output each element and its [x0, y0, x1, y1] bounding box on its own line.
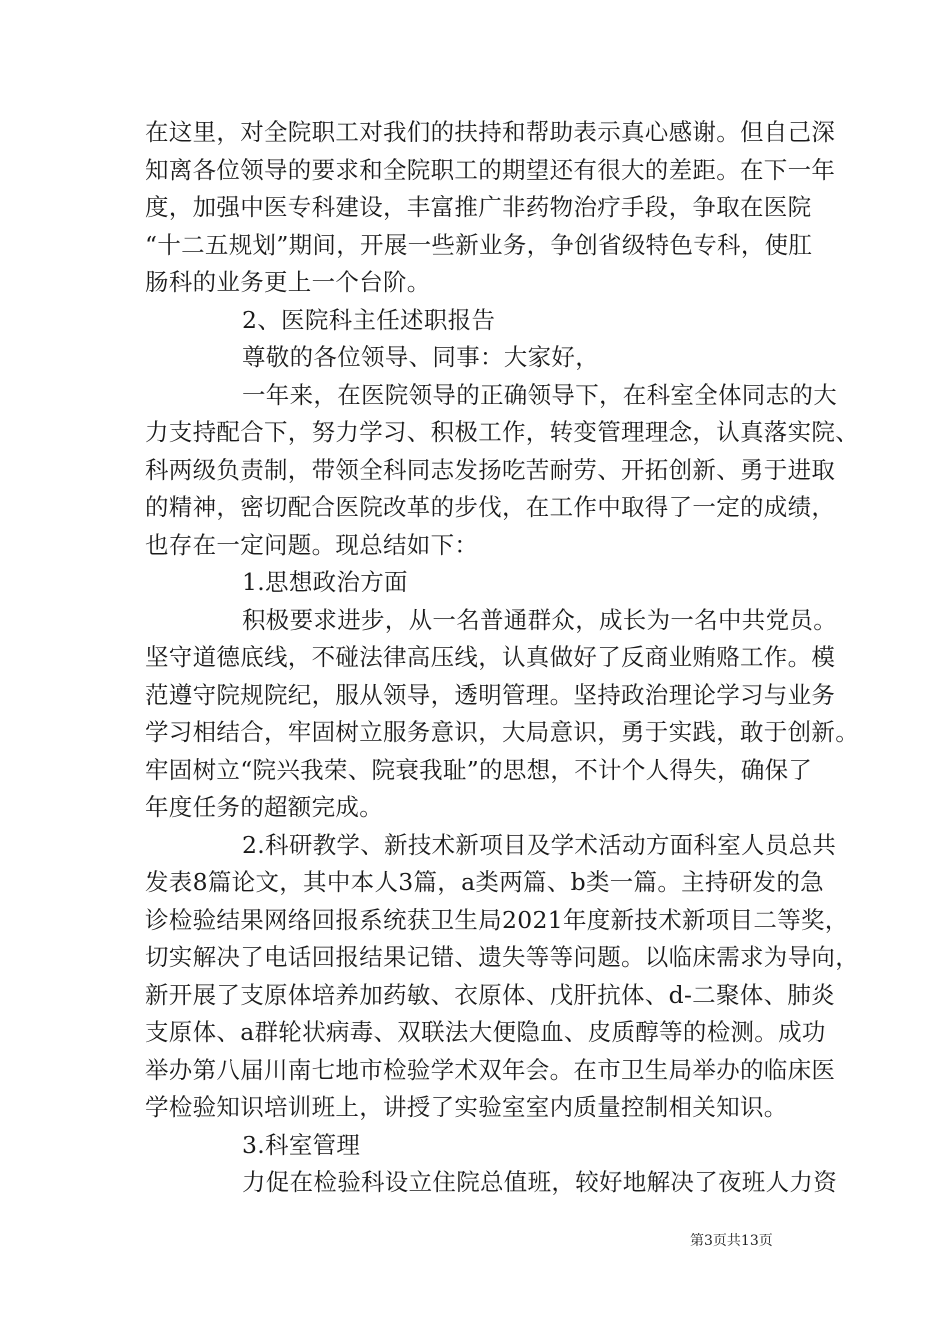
subsection-heading: 1.思想政治方面 — [242, 568, 408, 596]
subsection-heading: 2.科研教学、新技术新项目及学术活动方面科室人员总共 — [242, 830, 837, 859]
paragraph-line: 力支持配合下，努力学习、积极工作，转变管理理念，认真落实院、 — [145, 418, 859, 446]
paragraph-line: 学检验知识培训班上，讲授了实验室室内质量控制相关知识。 — [145, 1093, 788, 1121]
paragraph-line: 在这里，对全院职工对我们的扶持和帮助表示真心感谢。但自己深 — [145, 118, 836, 146]
body-text — [145, 114, 859, 1202]
paragraph-line: 牢固树立“院兴我荣、院衰我耻”的思想，不计个人得失，确保了 — [145, 755, 813, 784]
paragraph-line: 坚守道德底线，不碰法律高压线，认真做好了反商业贿赂工作。模 — [145, 643, 836, 671]
salutation: 尊敬的各位领导、同事：大家好， — [242, 343, 599, 371]
paragraph-line: 科两级负责制，带领全科同志发扬吃苦耐劳、开拓创新、勇于进取 — [145, 455, 836, 484]
paragraph-line: 的精神，密切配合医院改革的步伐，在工作中取得了一定的成绩， — [145, 493, 836, 521]
paragraph-line: 一年来，在医院领导的正确领导下，在科室全体同志的大 — [242, 380, 837, 409]
paragraph-line: 举办第八届川南七地市检验学术双年会。在市卫生局举办的临床医 — [145, 1055, 836, 1084]
paragraph-line: 新开展了支原体培养加药敏、衣原体、戊肝抗体、d-二聚体、肺炎 — [145, 980, 835, 1009]
paragraph-line: 力促在检验科设立住院总值班，较好地解决了夜班人力资 — [242, 1168, 837, 1196]
page-number-footer: 第3页共13页 — [690, 1233, 773, 1249]
paragraph-line: 发表8篇论文，其中本人3篇，a类两篇、b类一篇。主持研发的急 — [145, 868, 824, 896]
section-heading: 2、医院科主任述职报告 — [242, 305, 496, 334]
paragraph-line: 肠科的业务更上一个台阶。 — [145, 268, 431, 296]
paragraph-line: 诊检验结果网络回报系统获卫生局2021年度新技术新项目二等奖， — [145, 905, 849, 934]
paragraph-line: 支原体、a群轮状病毒、双联法大便隐血、皮质醇等的检测。成功 — [145, 1018, 826, 1046]
paragraph-line: 学习相结合，牢固树立服务意识，大局意识，勇于实践，敢于创新。 — [145, 718, 859, 746]
paragraph-line: 度，加强中医专科建设，丰富推广非药物治疗手段，争取在医院 — [145, 193, 812, 221]
paragraph-line: 切实解决了电话回报结果记错、遗失等等问题。以临床需求为导向， — [145, 943, 859, 971]
paragraph-line: 范遵守院规院纪，服从领导，透明管理。坚持政治理论学习与业务 — [145, 680, 836, 709]
paragraph-line: 也存在一定问题。现总结如下： — [145, 530, 479, 559]
paragraph-line: “十二五规划”期间，开展一些新业务，争创省级特色专科，使肛 — [145, 230, 813, 259]
paragraph-line: 知离各位领导的要求和全院职工的期望还有很大的差距。在下一年 — [145, 155, 836, 184]
paragraph-line: 积极要求进步，从一名普通群众，成长为一名中共党员。 — [242, 605, 837, 634]
paragraph-line: 年度任务的超额完成。 — [145, 793, 383, 821]
subsection-heading: 3.科室管理 — [242, 1130, 361, 1159]
